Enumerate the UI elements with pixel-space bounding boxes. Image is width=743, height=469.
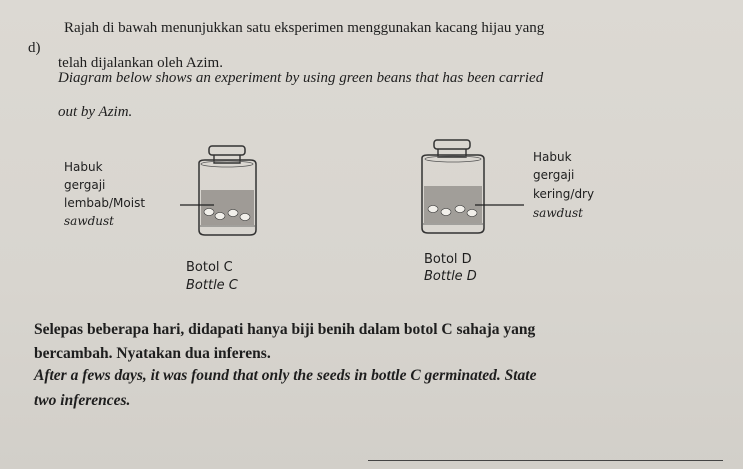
label-c-moist: lembab/Moist [64,196,146,210]
bottle-c [199,146,256,235]
label-c-sawdust-malay: gergaji [64,178,106,192]
caption-bottle-d-malay: Botol D [424,252,472,267]
caption-bottle-c-malay: Botol C [186,260,233,275]
bottle-d [422,140,484,233]
caption-bottle-c-english: Bottle C [186,278,238,293]
label-c-sawdust: sawdust [64,214,114,228]
question-malay-line-1: Selepas beberapa hari, didapati hanya biji benih dalam botol C sahaja yang [34,321,536,338]
answer-line[interactable] [368,460,723,461]
label-c-powder: Habuk [64,160,103,174]
label-d-sawdust-malay: gergaji [533,168,575,182]
label-d-dry: kering/dry [533,187,595,201]
intro-malay-line-1: Rajah di bawah menunjukkan satu eksperimen menggunakan kacang hijau yang [64,20,545,36]
question-english-line-1: After a fews days, it was found that only the seeds in bottle C germinated. State [34,367,537,384]
question-english-line-2: two inferences. [34,392,131,409]
question-malay-line-2: bercambah. Nyatakan dua inferens. [34,345,271,362]
label-d-powder: Habuk [533,150,572,164]
intro-malay-line-2: telah dijalankan oleh Azim. [58,55,223,71]
question-label: d) [28,40,41,56]
label-d-sawdust: sawdust [533,206,583,220]
caption-bottle-d-english: Bottle D [424,269,477,284]
intro-english-line-1: Diagram below shows an experiment by using green beans that has been carried [58,70,544,86]
intro-english-line-2: out by Azim. [58,104,133,120]
